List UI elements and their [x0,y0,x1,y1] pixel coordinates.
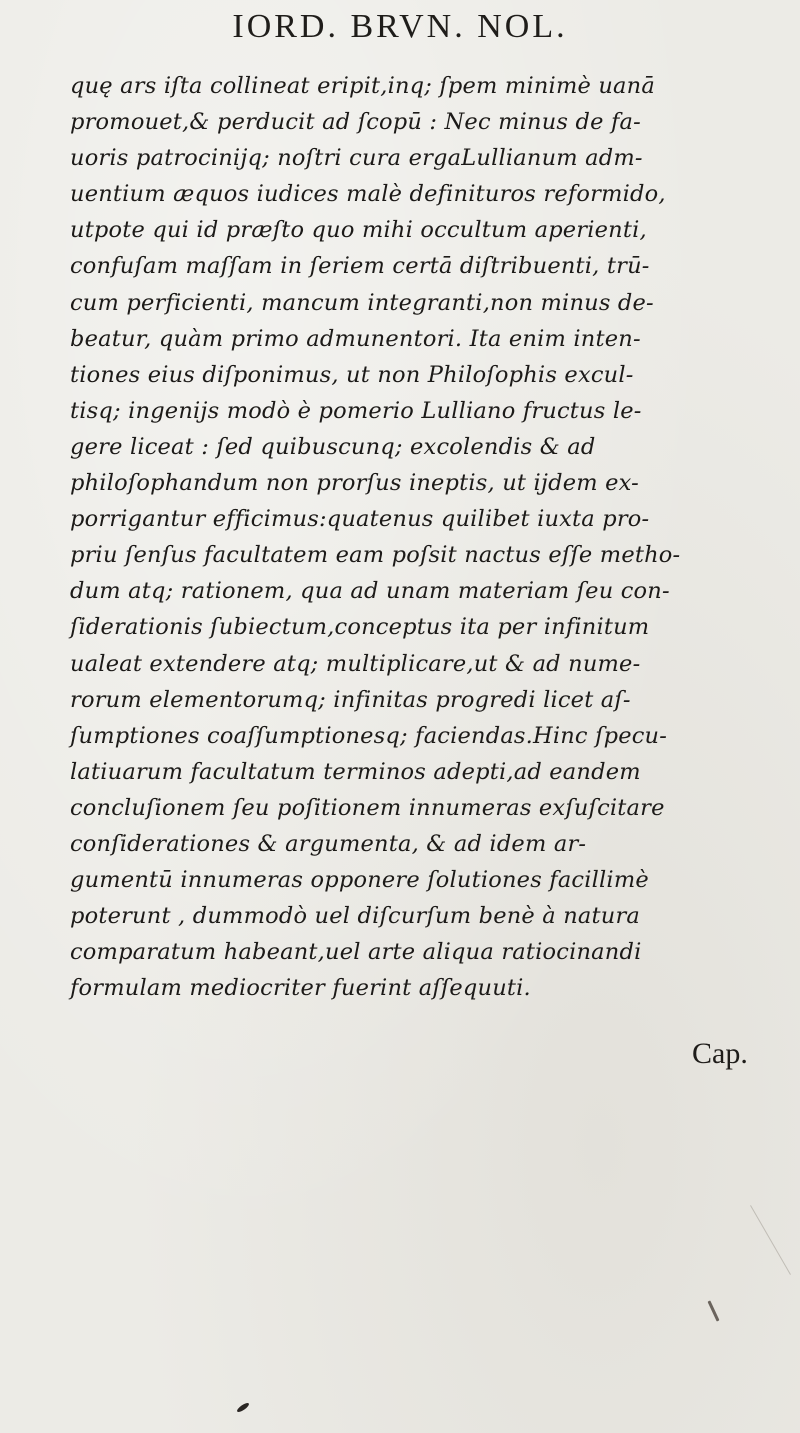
text-line: rorum elementorumq; infinitas progredi licet aſ- [70,686,631,713]
text-line: promouet,& perducit ad ſcopū : Nec minus de fa- [70,109,641,136]
text-line: comparatum habeant,uel arte aliqua ratiocinandi [70,939,642,966]
text-line: tiones eius diſponimus, ut non Philoſophis excul- [70,361,634,388]
ink-speck [707,1300,719,1321]
text-line: tisq; ingenijs modò è pomerio Lulliano fructus le- [70,397,642,424]
text-line: cum perficienti, mancum integranti,non minus de- [70,289,654,316]
text-line: poterunt , dummodò uel diſcurſum benè à natura [70,903,641,930]
text-line: conſiderationes & argumenta, & ad idem ar- [70,830,587,857]
catchword: Cap. [692,1037,748,1070]
text-line: priu ſenſus facultatem eam poſsit nactus eſſe metho- [70,542,681,569]
text-line: uentium æquos iudices malè definituros reformido, [70,181,666,208]
text-line: ſiderationis ſubiectum,conceptus ita per infinitum [70,614,650,641]
text-line: utpote qui id præſto quo mihi occultum aperienti, [70,217,647,244]
text-line: porrigantur efficimus:quatenus quilibet iuxta pro- [70,506,650,533]
body-text [70,68,790,1006]
paper-crease [750,1205,791,1275]
text-line: philoſophandum non prorſus ineptis, ut ijdem ex- [70,470,639,497]
text-line: concluſionem ſeu poſitionem innumeras exſuſcitare [70,794,665,821]
running-header: IORD. BRVN. NOL. [232,8,568,45]
text-line: formulam mediocriter fuerint aſſequuti. [70,975,531,1002]
text-line: beatur, quàm primo admunentori. Ita enim inten- [70,325,641,352]
text-line: uoris patrocinijq; noſtri cura ergaLullianum adm- [70,145,643,172]
text-line: gere liceat : ſed quibuscunq; excolendis & ad [70,433,596,460]
text-line: gumentū innumeras opponere ſolutiones facillimè [70,867,649,894]
ink-speck [236,1401,250,1413]
text-line: latiuarum facultatum terminos adepti,ad eandem [70,758,641,785]
text-line: ualeat extendere atq; multiplicare,ut & ad nume- [70,650,641,677]
text-line: quę ars iſta collineat eripit,inq; ſpem minimè uanā [70,73,655,99]
text-line: confuſam maſſam in ſeriem certā diſtribuenti, trū- [70,253,650,280]
text-line: dum atq; rationem, qua ad unam materiam ſeu con- [70,578,670,605]
text-line: ſumptiones coaſſumptionesq; faciendas.Hinc ſpecu- [70,722,668,749]
